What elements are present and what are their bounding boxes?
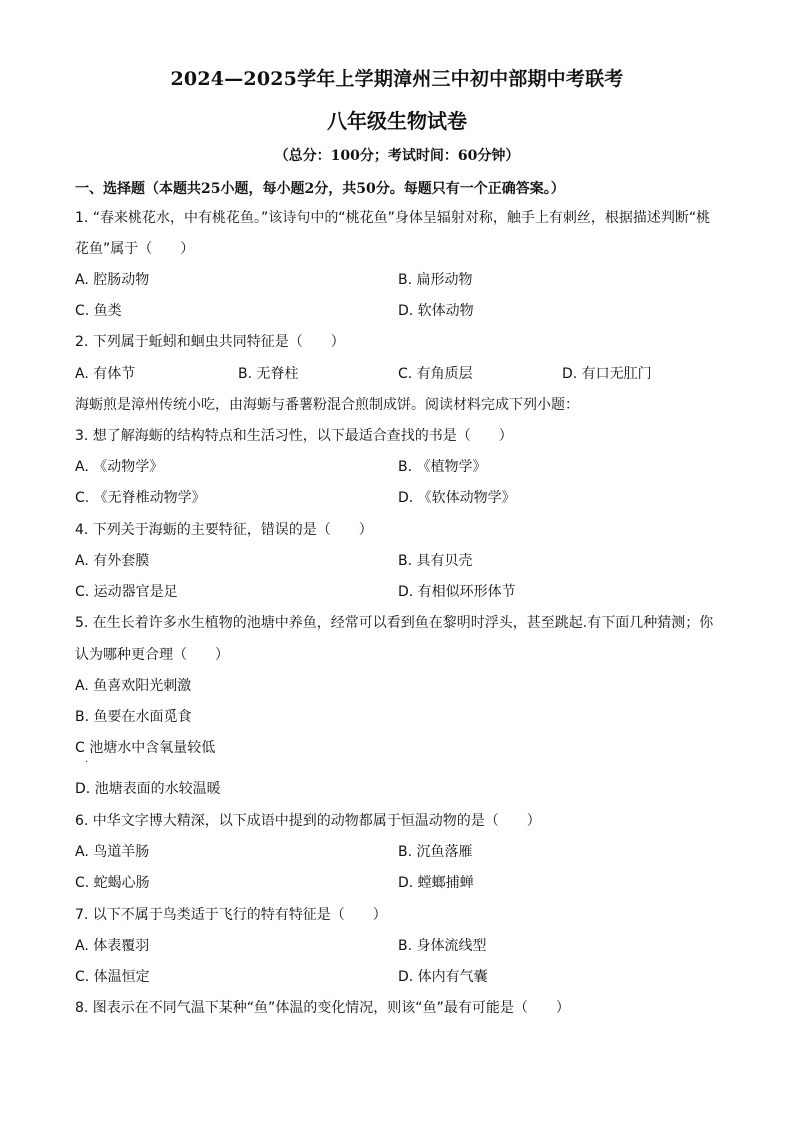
question-1-option-a: A. 腔肠动物 (75, 272, 150, 288)
question-1-stem-line2: 花鱼”属于（ ） (75, 241, 195, 257)
question-3-stem: 3. 想了解海蛎的结构特点和生活习性，以下最适合查找的书是（ ） (75, 428, 513, 444)
question-6-option-d: D. 螳螂捕蝉 (398, 875, 474, 891)
question-2-option-c: C. 有角质层 (398, 366, 473, 382)
question-7-option-c: C. 体温恒定 (75, 969, 150, 985)
question-7-option-b: B. 身体流线型 (398, 938, 487, 954)
question-4-option-c: C. 运动器官是足 (75, 584, 178, 600)
question-1-option-c: C. 鱼类 (75, 303, 122, 319)
question-7-option-a: A. 体表覆羽 (75, 938, 150, 954)
question-3-option-a: A. 《动物学》 (75, 459, 164, 475)
exam-title: 2024—2025学年上学期漳州三中初中部期中考联考 (170, 68, 624, 90)
question-6-option-b: B. 沉鱼落雁 (398, 844, 473, 860)
question-3-option-b: B. 《植物学》 (398, 459, 487, 475)
question-4-option-b: B. 具有贝壳 (398, 553, 473, 569)
question-1-stem-line1: 1. “春来桃花水，中有桃花鱼。”该诗句中的“桃花鱼”身体呈辐射对称，触手上有刺丝，根据描述判断“桃 (75, 210, 711, 226)
question-5-stem-line1: 5. 在生长着许多水生植物的池塘中养鱼，经常可以看到鱼在黎明时浮头，甚至跳起.有下面几种猜测；你 (75, 615, 714, 631)
question-3-option-d: D. 《软体动物学》 (398, 490, 516, 506)
question-6-stem: 6. 中华文字博大精深，以下成语中提到的动物都属于恒温动物的是（ ） (75, 813, 541, 829)
question-2-stem: 2. 下列属于蚯蚓和蛔虫共同特征是（ ） (75, 334, 345, 350)
question-5-option-d: D. 池塘表面的水较温暖 (75, 781, 221, 797)
question-7-stem: 7. 以下不属于鸟类适于飞行的特有特征是（ ） (75, 907, 387, 923)
question-2-option-d: D. 有口无肛门 (562, 366, 652, 382)
question-2-option-a: A. 有体节 (75, 366, 136, 382)
exam-subtitle: 八年级生物试卷 (327, 109, 467, 133)
question-4-option-a: A. 有外套膜 (75, 553, 150, 569)
question-3-option-c: C. 《无脊椎动物学》 (75, 490, 206, 506)
section-title: 一、选择题（本题共25小题，每小题2分，共50分。每题只有一个正确答案。） (75, 181, 565, 197)
question-6-option-a: A. 鸟道羊肠 (75, 844, 150, 860)
question-5-option-a: A. 鱼喜欢阳光刺激 (75, 678, 192, 694)
question-5-stem-line2: 认为哪种更合理（ ） (75, 647, 229, 663)
question-6-option-c: C. 蛇蝎心肠 (75, 875, 150, 891)
question-4-option-d: D. 有相似环形体节 (398, 584, 516, 600)
question-4-stem: 4. 下列关于海蛎的主要特征，错误的是（ ） (75, 522, 373, 538)
stray-dot: · (85, 757, 89, 768)
question-5-option-c: C 池塘水中含氧量较低 (75, 740, 216, 756)
question-1-option-d: D. 软体动物 (398, 303, 474, 319)
question-1-option-b: B. 扁形动物 (398, 272, 473, 288)
question-7-option-d: D. 体内有气囊 (398, 969, 488, 985)
exam-info: （总分：100分；考试时间：60分钟） (274, 148, 520, 164)
reading-passage: 海蛎煎是漳州传统小吃，由海蛎与番薯粉混合煎制成饼。阅读材料完成下列小题： (75, 397, 579, 413)
question-8-stem: 8. 图表示在不同气温下某种“鱼”体温的变化情况，则该“鱼”最有可能是（ ） (75, 1000, 570, 1016)
question-2-option-b: B. 无脊柱 (238, 366, 299, 382)
question-5-option-b: B. 鱼要在水面觅食 (75, 709, 192, 725)
